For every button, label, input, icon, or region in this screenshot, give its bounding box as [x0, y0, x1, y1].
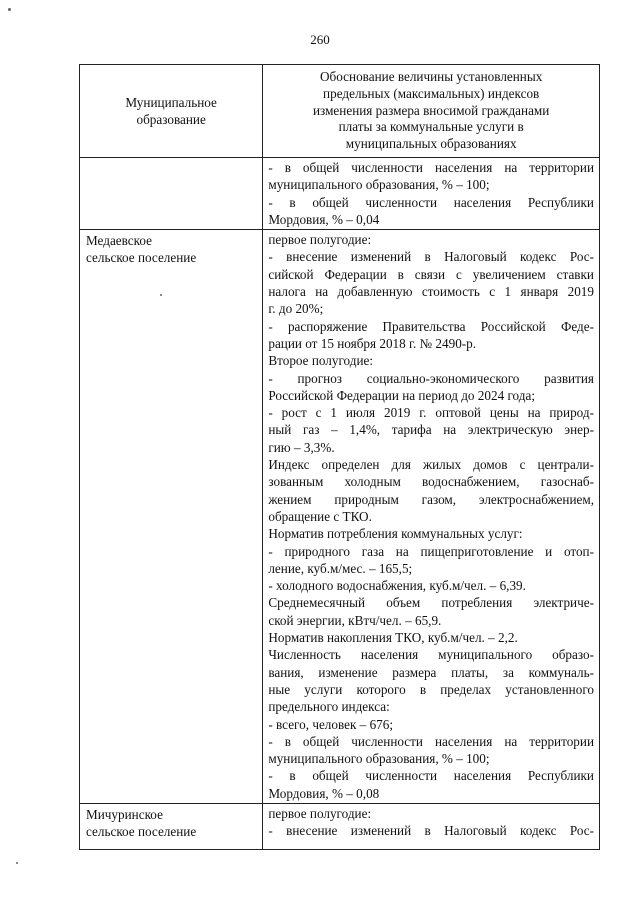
justification-text-line: - внесение изменений в Налоговый кодекс Рос- — [268, 249, 594, 265]
header-municipality-cell — [80, 65, 263, 158]
table-row — [80, 803, 600, 849]
justification-text-line: муниципального образования, % – 100; — [268, 177, 490, 193]
header-text-line: изменения размера вносимой гражданами — [313, 102, 550, 118]
justification-text-line: - распоряжение Правительства Российской Феде- — [268, 318, 594, 334]
header-text-line: предельных (максимальных) индексов — [323, 85, 540, 101]
justification-text-line: муниципального образования, % – 100; — [268, 751, 490, 767]
justification-text-line: первое полугодие: — [268, 232, 372, 248]
municipality-name-line: сельское поселение — [86, 250, 197, 266]
municipality-name-line: Медаевское — [86, 233, 152, 249]
justification-text-line: - всего, человек – 676; — [268, 716, 394, 732]
municipality-cell — [80, 158, 263, 230]
justification-text-line: - внесение изменений в Налоговый кодекс Рос- — [268, 823, 594, 839]
header-text-line: Муниципальное — [125, 95, 217, 110]
justification-text-line: сийской Федерации в связи с увеличением ставки — [268, 266, 594, 282]
header-text-line: Обоснование величины установленных — [320, 69, 543, 85]
justification-text-line: Мордовия, % – 0,04 — [268, 211, 380, 227]
justification-text-line: Численность населения муниципального образо- — [268, 647, 594, 663]
municipality-name-line: Мичуринское — [86, 806, 163, 822]
scan-speck — [160, 294, 162, 296]
municipal-index-table — [79, 64, 600, 850]
justification-text-line: Второе полугодие: — [268, 353, 374, 369]
table-row — [80, 230, 600, 804]
justification-text-line: - прогноз социально-экономического развития — [268, 370, 594, 386]
justification-text-line: жением природным газом, электроснабжением, — [268, 491, 594, 507]
justification-text-line: г. до 20%; — [268, 301, 324, 317]
municipality-cell — [80, 230, 263, 804]
justification-text-line: - рост с 1 июля 2019 г. оптовой цены на природ- — [268, 405, 594, 421]
justification-text-line: Норматив потребления коммунальных услуг: — [268, 526, 523, 542]
justification-text-line: вания, изменение размера платы, за коммуналь- — [268, 664, 594, 680]
justification-text-line: Среднемесячный объем потребления электриче- — [268, 595, 594, 611]
header-text-line: муниципальных образованиях — [345, 136, 517, 152]
justification-text-line: Мордовия, % – 0,08 — [268, 785, 380, 801]
justification-text-line: - в общей численности населения Республики — [268, 194, 594, 210]
justification-text-line: Российской Федерации на период до 2024 года; — [268, 387, 535, 403]
justification-cell — [263, 803, 600, 849]
municipality-name-line: сельское поселение — [86, 823, 197, 839]
page-number: 260 — [310, 32, 330, 47]
justification-text-line: обращение с ТКО. — [268, 508, 372, 524]
justification-cell — [263, 230, 600, 804]
justification-text-line: ской энергии, кВтч/чел. – 65,9. — [268, 612, 442, 628]
header-text-line: образование — [136, 112, 206, 127]
justification-text-line: ление, куб.м/мес. – 165,5; — [268, 560, 413, 576]
justification-text-line: налога на добавленную стоимость с 1 января 2019 — [268, 284, 594, 300]
justification-text-line: зованным холодным водоснабжением, газоснаб- — [268, 474, 594, 490]
justification-text-line: ные услуги которого в пределах установленного — [268, 681, 594, 697]
justification-text-line: - в общей численности населения на территории — [268, 160, 594, 175]
justification-text-line: Норматив накопления ТКО, куб.м/чел. – 2,2. — [268, 630, 518, 646]
justification-text-line: Индекс определен для жилых домов с централи- — [268, 457, 594, 473]
header-justification-cell — [263, 65, 600, 158]
justification-text-line: - природного газа на пищеприготовление и отоп- — [268, 543, 594, 559]
municipality-cell — [80, 803, 263, 849]
table-header-row — [80, 65, 600, 158]
scan-speck — [8, 8, 11, 11]
justification-cell — [263, 158, 600, 230]
header-text-line: платы за коммунальные услуги в — [338, 119, 524, 135]
justification-text-line: гию – 3,3%. — [268, 439, 335, 455]
justification-text-line: - в общей численности населения Республики — [268, 768, 594, 784]
justification-text-line: рации от 15 ноября 2018 г. № 2490-р. — [268, 335, 477, 351]
justification-text-line: первое полугодие: — [268, 805, 372, 821]
justification-text-line: ный газ – 1,4%, тарифа на электрическую энер- — [268, 422, 594, 438]
justification-text-line: предельного индекса: — [268, 699, 390, 715]
justification-text-line: - холодного водоснабжения, куб.м/чел. – 6,39. — [268, 578, 526, 594]
table-row — [80, 158, 600, 230]
justification-text-line: - в общей численности населения на территории — [268, 733, 594, 749]
scan-speck — [16, 862, 18, 864]
